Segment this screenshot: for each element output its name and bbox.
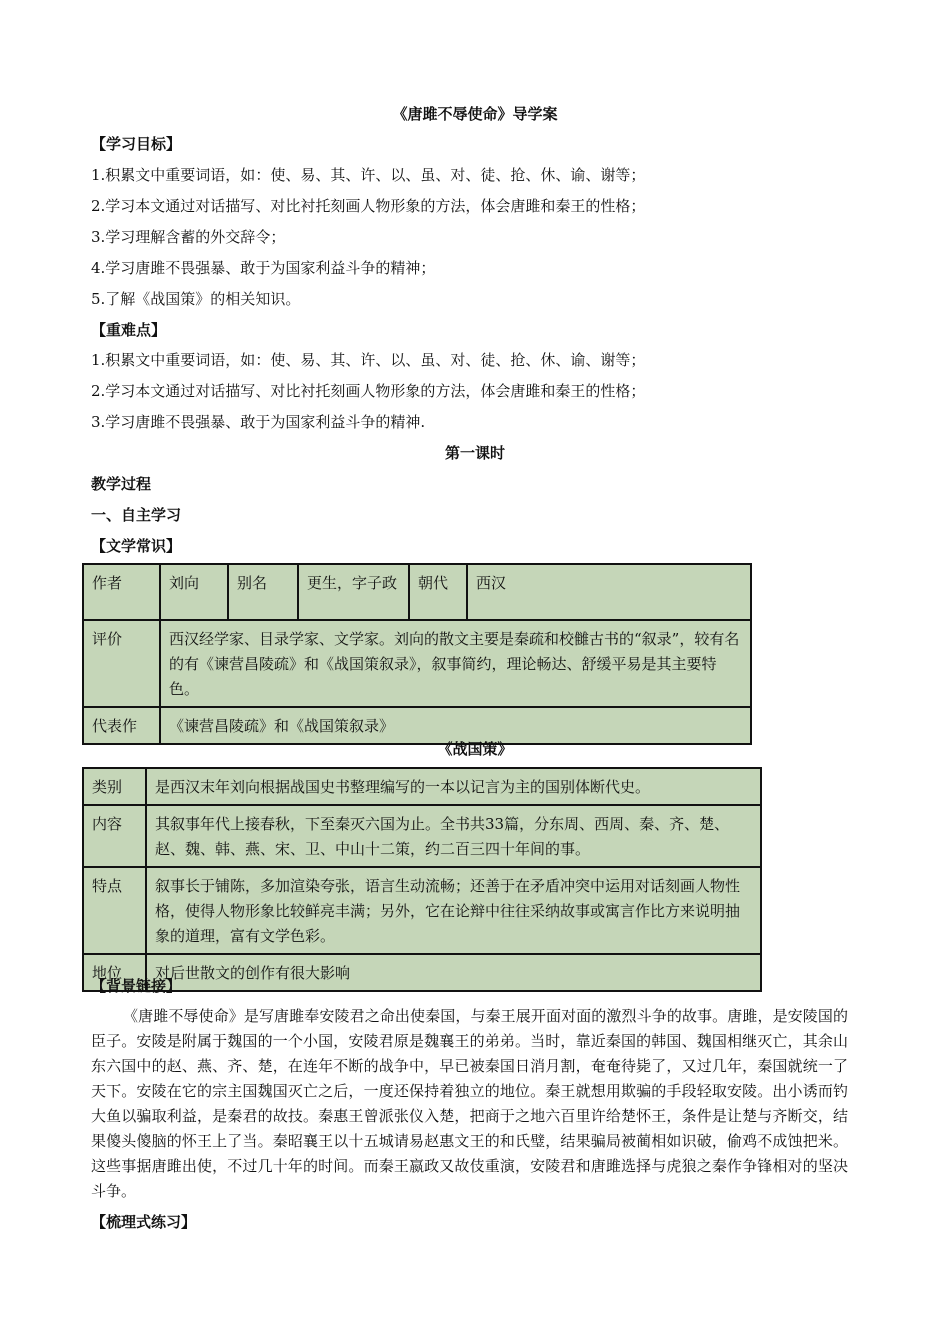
zgc-table bbox=[82, 767, 762, 992]
alias-label: 别名 bbox=[228, 564, 298, 620]
keypoint-item: 1.积累文中重要词语，如：使、易、其、许、以、虽、对、徒、抢、休、谕、谢等； bbox=[91, 351, 646, 369]
alias-value: 更生，字子政 bbox=[298, 564, 409, 620]
author-table bbox=[82, 563, 752, 745]
zgc-value: 是西汉末年刘向根据战国史书整理编写的一本以记言为主的国别体断代史。 bbox=[146, 768, 761, 805]
lesson-title: 第一课时 bbox=[444, 444, 505, 462]
zgc-value: 叙事长于铺陈，多加渲染夸张，语言生动流畅；还善于在矛盾冲突中运用对话刻画人物性格，使得人物形象比较鲜亮丰满；另外，它在论辩中往往采纳故事或寓言作比方来说明抽象的道理，富有文学色彩。 bbox=[146, 867, 761, 954]
works-label: 代表作 bbox=[83, 707, 160, 744]
zgc-value: 其叙事年代上接春秋，下至秦灭六国为止。全书共33篇，分东周、西周、秦、齐、楚、赵、魏、韩、燕、宋、卫、中山十二策，约二百三四十年间的事。 bbox=[146, 805, 761, 867]
process-heading: 教学过程 bbox=[91, 475, 152, 493]
zgc-label: 类别 bbox=[83, 768, 146, 805]
keypoint-item: 2.学习本文通过对话描写、对比衬托刻画人物形象的方法，体会唐雎和秦王的性格； bbox=[91, 382, 646, 400]
document-title: 《唐雎不辱使命》导学案 bbox=[392, 105, 558, 123]
author-label: 作者 bbox=[83, 564, 160, 620]
practice-heading: 【梳理式练习】 bbox=[91, 1213, 197, 1231]
objective-item: 1.积累文中重要词语，如：使、易、其、许、以、虽、对、徒、抢、休、谕、谢等； bbox=[91, 166, 646, 184]
objectives-heading: 【学习目标】 bbox=[91, 135, 182, 153]
background-text: 《唐雎不辱使命》是写唐雎奉安陵君之命出使秦国，与秦王展开面对面的激烈斗争的故事。唐雎，是安陵国的臣子。安陵是附属于魏国的一个小国，安陵君原是魏襄王的弟弟。当时，靠近秦国的韩国、魏国相继灭亡，其余山东六国中的赵、燕、齐、楚，在连年不断的战争中，早已被秦国日消月割，奄奄待毙了，又过几年，秦国就统一了天下。安陵在它的宗主国魏国灭亡之后，一度还保持着独立的地位。秦王就想用欺骗的手段轻取安陵。出小诱而钓大鱼以骗取利益，是秦君的故技。秦惠王曾派张仪入楚，把商于之地六百里许给楚怀王，条件是让楚与齐断交，结果傻头傻脑的怀王上了当。秦昭襄王以十五城请易赵惠文王的和氏璧，结果骗局被蔺相如识破，偷鸡不成蚀把米。这些事据唐雎出使，不过几十年的时间。而秦王嬴政又故伎重演，安陵君和唐雎选择与虎狼之秦作争锋相对的坚决斗争。 bbox=[91, 1007, 848, 1200]
background-heading: 【背景链接】 bbox=[91, 977, 182, 995]
objective-item: 5.了解《战国策》的相关知识。 bbox=[91, 290, 301, 308]
zgc-title: 《战国策》 bbox=[437, 740, 513, 758]
dynasty-value: 西汉 bbox=[467, 564, 751, 620]
works-value: 《谏营昌陵疏》和《战国策叙录》 bbox=[160, 707, 751, 744]
objective-item: 2.学习本文通过对话描写、对比衬托刻画人物形象的方法，体会唐雎和秦王的性格； bbox=[91, 197, 646, 215]
zgc-label: 内容 bbox=[83, 805, 146, 867]
literary-heading: 【文学常识】 bbox=[91, 537, 182, 555]
objective-item: 3.学习理解含蓄的外交辞令； bbox=[91, 228, 286, 246]
zgc-label: 特点 bbox=[83, 867, 146, 954]
keypoints-heading: 【重难点】 bbox=[91, 321, 167, 339]
zgc-value: 对后世散文的创作有很大影响 bbox=[146, 954, 761, 991]
eval-label: 评价 bbox=[83, 620, 160, 707]
section-heading: 一、自主学习 bbox=[91, 506, 182, 524]
eval-value: 西汉经学家、目录学家、文学家。刘向的散文主要是秦疏和校雠古书的“叙录”，较有名的有《谏营昌陵疏》和《战国策叙录》，叙事简约，理论畅达、舒缓平易是其主要特色。 bbox=[160, 620, 751, 707]
keypoint-item: 3.学习唐雎不畏强暴、敢于为国家利益斗争的精神. bbox=[91, 413, 426, 431]
zgc-label: 地位 bbox=[83, 954, 146, 991]
author-value: 刘向 bbox=[160, 564, 228, 620]
dynasty-label: 朝代 bbox=[409, 564, 467, 620]
objective-item: 4.学习唐雎不畏强暴、敢于为国家利益斗争的精神； bbox=[91, 259, 436, 277]
